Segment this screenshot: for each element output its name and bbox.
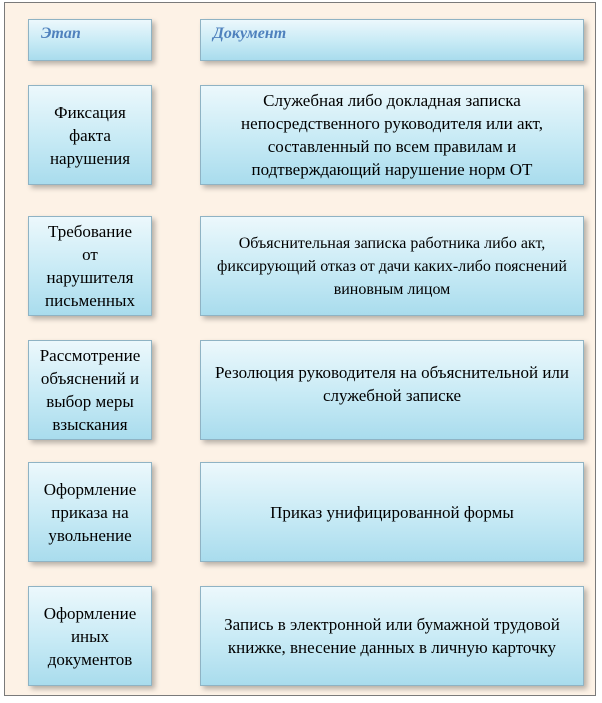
document-text-4: Приказ унифицированной формы [270, 502, 514, 522]
stage-box-3 [28, 340, 152, 440]
document-box-5 [200, 586, 584, 686]
stage-box-5 [28, 586, 152, 686]
stage-text-2: Требование от нарушителя письменных [45, 222, 135, 310]
document-box-3 [200, 340, 584, 440]
document-box-2 [200, 216, 584, 316]
header-stage [28, 19, 152, 61]
document-text-1: Служебная либо докладная записка непосредственного руководителя или акт, составленный по всем правилам и подтверждающий нарушение норм ОТ [241, 91, 543, 179]
document-text-3: Резолюция руководителя на объяснительной или служебной записке [215, 363, 569, 405]
stage-text-4: Оформление приказа на увольнение [43, 479, 137, 545]
header-document-label: Документ [213, 25, 287, 42]
stage-text-3: Рассмотрение объяснений и выбор меры взыскания [39, 346, 141, 434]
header-document [200, 19, 584, 61]
stage-box-1 [28, 85, 152, 185]
document-text-5: Запись в электронной или бумажной трудовой книжке, внесение данных в личную карточку [224, 615, 560, 657]
stage-text-1: Фиксация факта нарушения [49, 102, 131, 168]
header-stage-label: Этап [41, 25, 81, 42]
document-box-1 [200, 85, 584, 185]
stage-text-5: Оформление иных документов [43, 603, 137, 669]
stage-box-2 [28, 216, 152, 316]
document-text-2: Объяснительная записка работника либо акт, фиксирующий отказ от дачи каких-либо пояснений виновным лицом [217, 234, 567, 298]
document-box-4 [200, 462, 584, 562]
stage-box-4 [28, 462, 152, 562]
